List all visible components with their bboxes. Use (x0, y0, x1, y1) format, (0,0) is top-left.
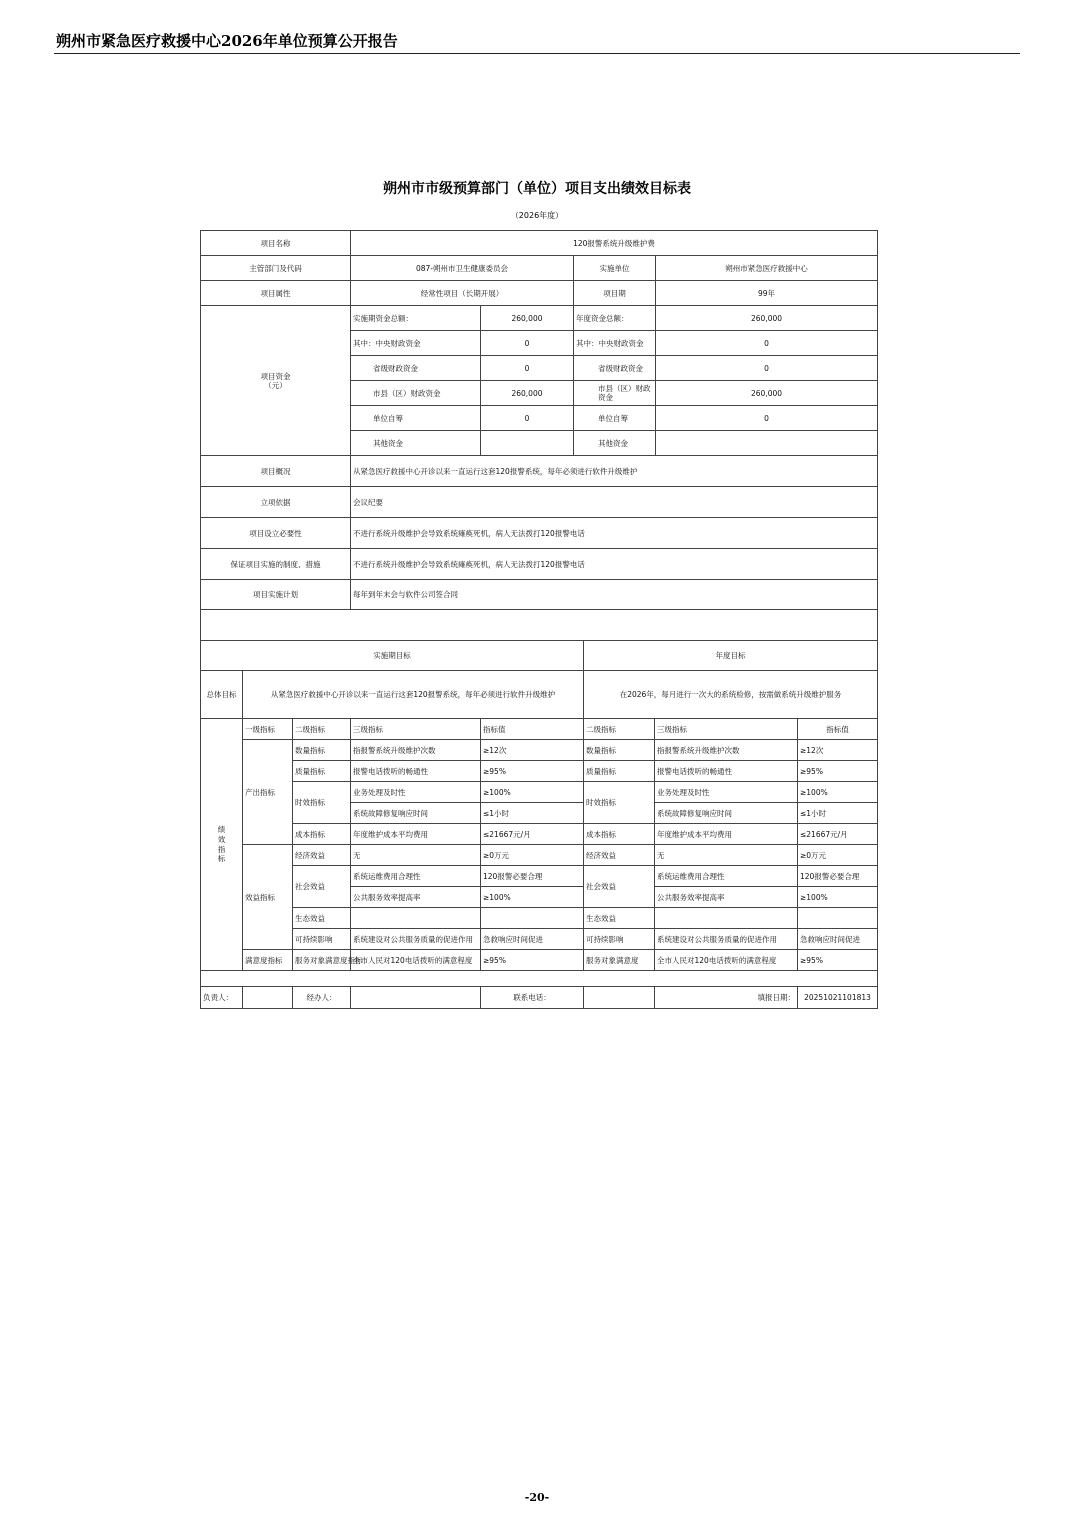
table-cell: 系统建设对公共服务质量的促进作用 (655, 929, 798, 950)
table-cell: 可持续影响 (584, 929, 655, 950)
header-divider (54, 53, 1020, 54)
funds-row-label: 省级财政资金 (574, 356, 656, 381)
funds-row-label: 其他资金 (574, 431, 656, 456)
dept-value: 087-朔州市卫生健康委员会 (351, 256, 574, 281)
performance-indicators-table (200, 640, 878, 1009)
funds-row-value (481, 431, 574, 456)
overview-value: 会议纪要 (351, 487, 878, 518)
period-label: 项目期 (574, 281, 656, 306)
table-cell: 指报警系统升级维护次数 (351, 740, 481, 761)
table-cell: 系统建设对公共服务质量的促进作用 (351, 929, 481, 950)
blank-row (201, 610, 878, 641)
col-header-level1: 一级指标 (243, 719, 293, 740)
col-header-value: 指标值 (481, 719, 584, 740)
attr-label: 项目属性 (201, 281, 351, 306)
table-cell: ≤1小时 (798, 803, 878, 824)
date-label: 填报日期： (655, 987, 798, 1009)
phone-value (584, 987, 655, 1009)
table-cell (655, 908, 798, 929)
overall-goal-label: 总体目标 (201, 671, 243, 719)
table-cell: ≤1小时 (481, 803, 584, 824)
table-cell: 社会效益 (293, 866, 351, 908)
table-cell: 年度维护成本平均费用 (351, 824, 481, 845)
table-cell: 业务处理及时性 (351, 782, 481, 803)
table-cell: 时效指标 (584, 782, 655, 824)
table-cell: ≥95% (481, 761, 584, 782)
table-cell: 急救响应时间促进 (798, 929, 878, 950)
table-cell: ≥95% (481, 950, 584, 971)
funds-row-value: 260,000 (481, 381, 574, 406)
funds-row-label: 实施期资金总额： (351, 306, 481, 331)
table-cell: 公共服务效率提高率 (655, 887, 798, 908)
table-cell: ≤21667元/月 (481, 824, 584, 845)
funds-row-label: 省级财政资金 (351, 356, 481, 381)
table-cell: ≥0万元 (798, 845, 878, 866)
table-title: 朔州市市级预算部门（单位）项目支出绩效目标表 (383, 181, 691, 197)
table-cell: 系统故障修复响应时间 (655, 803, 798, 824)
funds-row-value: 260,000 (656, 381, 878, 406)
table-cell: 服务对象满意度指标 (293, 950, 351, 971)
table-year: （2026年度） (510, 211, 564, 220)
table-cell: 报警电话拨听的畅通性 (655, 761, 798, 782)
funds-label: 项目资金 （元） (201, 306, 351, 456)
funds-row-value (656, 431, 878, 456)
blank-row (201, 971, 878, 987)
col-header-level2: 二级指标 (584, 719, 655, 740)
funds-row-value: 0 (656, 406, 878, 431)
table-cell: 数量指标 (584, 740, 655, 761)
impl-unit-value: 朔州市紧急医疗救援中心 (656, 256, 878, 281)
col-header-value: 指标值 (798, 719, 878, 740)
table-cell: ≥95% (798, 761, 878, 782)
overview-label: 立项依据 (201, 487, 351, 518)
table-cell: 经济效益 (293, 845, 351, 866)
satisfaction-indicator-label: 满意度指标 (243, 950, 293, 971)
table-cell: ≥100% (798, 782, 878, 803)
funds-row-value: 0 (481, 331, 574, 356)
annual-goal: 在2026年，每月进行一次大的系统检修，按需做系统升级维护服务 (584, 671, 878, 719)
table-cell: 社会效益 (584, 866, 655, 908)
funds-row-value: 0 (481, 356, 574, 381)
table-cell: 成本指标 (293, 824, 351, 845)
funds-row-label: 市县（区）财政资金 (574, 381, 656, 406)
handler-value (351, 987, 481, 1009)
col-header-level3: 三级指标 (351, 719, 481, 740)
overview-label: 项目实施计划 (201, 580, 351, 610)
impl-period-goal: 从紧急医疗救援中心开诊以来一直运行这套120报警系统，每年必须进行软件升级维护 (243, 671, 584, 719)
table-cell: 全市人民对120电话拨听的满意程度 (655, 950, 798, 971)
overview-label: 项目设立必要性 (201, 518, 351, 549)
table-cell: 120报警必要合理 (481, 866, 584, 887)
table-cell: 系统故障修复响应时间 (351, 803, 481, 824)
output-indicator-label: 产出指标 (243, 740, 293, 845)
funds-row-value: 260,000 (656, 306, 878, 331)
table-cell: 可持续影响 (293, 929, 351, 950)
table-cell: 120报警必要合理 (798, 866, 878, 887)
table-cell: ≥12次 (481, 740, 584, 761)
table-cell: 公共服务效率提高率 (351, 887, 481, 908)
funds-row-label: 市县（区）财政资金 (351, 381, 481, 406)
col-header-level2: 二级指标 (293, 719, 351, 740)
owner-value (243, 987, 293, 1009)
funds-row-value: 0 (656, 356, 878, 381)
table-cell: 业务处理及时性 (655, 782, 798, 803)
table-cell: 无 (351, 845, 481, 866)
period-value: 99年 (656, 281, 878, 306)
table-cell: ≥100% (798, 887, 878, 908)
overview-label: 保证项目实施的制度、措施 (201, 549, 351, 580)
overview-value: 每年到年末会与软件公司签合同 (351, 580, 878, 610)
table-cell (481, 908, 584, 929)
annual-goal-header: 年度目标 (584, 641, 878, 671)
project-name-label: 项目名称 (201, 231, 351, 256)
report-header-title: 朔州市紧急医疗救援中心2026年单位预算公开报告 (56, 32, 398, 50)
funds-row-label: 单位自筹 (351, 406, 481, 431)
funds-row-value: 0 (481, 406, 574, 431)
funds-row-label: 其中：中央财政资金 (574, 331, 656, 356)
dept-label: 主管部门及代码 (201, 256, 351, 281)
attr-value: 经常性项目（长期开展） (351, 281, 574, 306)
funds-row-label: 其他资金 (351, 431, 481, 456)
overview-label: 项目概况 (201, 456, 351, 487)
table-cell: 系统运维费用合理性 (351, 866, 481, 887)
overview-value: 不进行系统升级维护会导致系统瘫痪死机，病人无法拨打120报警电话 (351, 518, 878, 549)
funds-row-value: 0 (656, 331, 878, 356)
table-cell: 系统运维费用合理性 (655, 866, 798, 887)
table-cell: 时效指标 (293, 782, 351, 824)
project-info-table (200, 230, 878, 641)
table-cell: 指报警系统升级维护次数 (655, 740, 798, 761)
performance-indicator-label: 绩 效 指 标 (201, 719, 243, 971)
table-cell: 急救响应时间促进 (481, 929, 584, 950)
table-cell: 数量指标 (293, 740, 351, 761)
date-value: 20251021101813 (798, 987, 878, 1009)
handler-label: 经办人： (293, 987, 351, 1009)
impl-period-goal-header: 实施期目标 (201, 641, 584, 671)
table-cell: 年度维护成本平均费用 (655, 824, 798, 845)
table-cell (798, 908, 878, 929)
table-cell: 成本指标 (584, 824, 655, 845)
phone-label: 联系电话： (481, 987, 584, 1009)
table-cell: ≥100% (481, 782, 584, 803)
table-cell: 无 (655, 845, 798, 866)
table-cell: 生态效益 (293, 908, 351, 929)
table-cell: ≥95% (798, 950, 878, 971)
impl-unit-label: 实施单位 (574, 256, 656, 281)
funds-row-label: 年度资金总额： (574, 306, 656, 331)
overview-value: 从紧急医疗救援中心开诊以来一直运行这套120报警系统，每年必须进行软件升级维护 (351, 456, 878, 487)
table-cell: 质量指标 (584, 761, 655, 782)
table-cell: 服务对象满意度 (584, 950, 655, 971)
project-name: 120报警系统升级维护费 (351, 231, 878, 256)
owner-label: 负责人： (201, 987, 243, 1009)
table-cell: 全市人民对120电话拨听的满意程度 (351, 950, 481, 971)
page-number: -20- (524, 1491, 550, 1504)
funds-row-value: 260,000 (481, 306, 574, 331)
table-cell: ≤21667元/月 (798, 824, 878, 845)
table-cell: ≥100% (481, 887, 584, 908)
table-cell: 经济效益 (584, 845, 655, 866)
table-cell: 质量指标 (293, 761, 351, 782)
col-header-level3: 三级指标 (655, 719, 798, 740)
overview-value: 不进行系统升级维护会导致系统瘫痪死机，病人无法拨打120报警电话 (351, 549, 878, 580)
table-cell: ≥12次 (798, 740, 878, 761)
table-cell: 报警电话拨听的畅通性 (351, 761, 481, 782)
funds-row-label: 单位自筹 (574, 406, 656, 431)
funds-row-label: 其中：中央财政资金 (351, 331, 481, 356)
table-cell: ≥0万元 (481, 845, 584, 866)
benefit-indicator-label: 效益指标 (243, 845, 293, 950)
table-cell: 生态效益 (584, 908, 655, 929)
table-cell (351, 908, 481, 929)
